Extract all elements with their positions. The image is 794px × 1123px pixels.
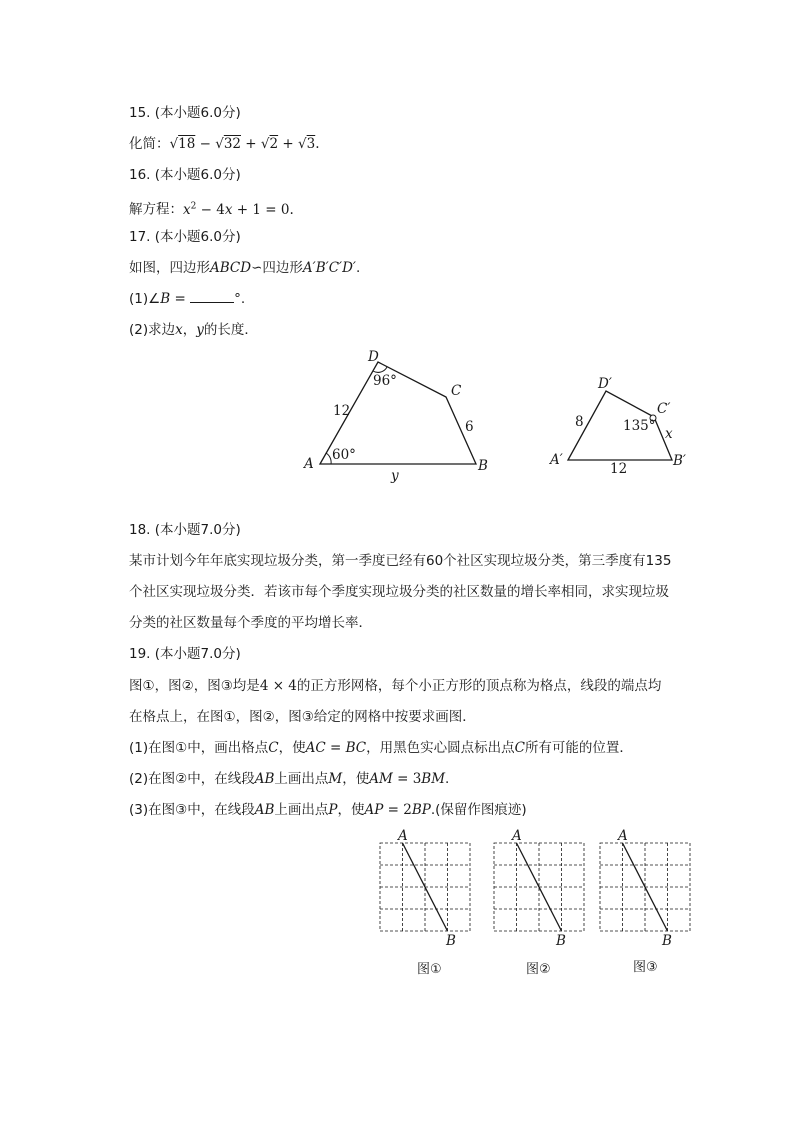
q17-part2: (2)求边x，y的长度． xyxy=(129,322,258,338)
grid-caption-2: 图② xyxy=(526,962,551,977)
q15-expression: √18 − √32 + √2 + √3. xyxy=(169,136,320,152)
q16-prefix: 解方程： xyxy=(129,201,183,218)
q19-part2: (2)在图②中，在线段AB上画出点M，使AM = 3BM. xyxy=(129,771,450,787)
side-ad-label: 12 xyxy=(333,403,351,419)
angle-a-label: 60° xyxy=(332,447,356,463)
angle-d-label: 96° xyxy=(373,373,397,389)
quadrilateral-a-prime xyxy=(548,376,686,477)
grid-point-b: B xyxy=(662,933,672,949)
grid-2 xyxy=(494,828,584,949)
grid-caption-3: 图③ xyxy=(633,960,658,975)
vertex-b-prime: B′ xyxy=(673,453,686,469)
q17-figure xyxy=(0,0,794,500)
q19-header: 19. (本小题7.0分) xyxy=(129,646,241,662)
q16-header: 16. (本小题6.0分) xyxy=(129,167,241,183)
vertex-d-prime: D′ xyxy=(598,376,612,392)
q19-intro-line2: 在格点上，在图①，图②，图③给定的网格中按要求画图． xyxy=(129,709,476,725)
side-ab-prime-label: 12 xyxy=(610,461,628,477)
q18-text-line: 某市计划今年年底实现垃圾分类，第一季度已经有60个社区实现垃圾分类，第三季度有135 xyxy=(129,553,672,569)
grid-1 xyxy=(380,828,470,949)
vertex-a-prime: A′ xyxy=(550,452,563,468)
quadrilateral-abcd xyxy=(302,349,488,484)
grid-caption-1: 图① xyxy=(417,962,442,977)
vertex-c-prime: C′ xyxy=(657,401,671,417)
grid-point-b: B xyxy=(556,933,566,949)
q18-text-line: 个社区实现垃圾分类．若该市每个季度实现垃圾分类的社区数量的增长率相同，求实现垃圾 xyxy=(129,584,669,600)
vertex-d: D xyxy=(368,349,379,365)
grid-point-a: A xyxy=(512,828,522,844)
q17-intro: 如图，四边形ABCD∽四边形A′B′C′D′. xyxy=(129,260,361,276)
q19-part3: (3)在图③中，在线段AB上画出点P，使AP = 2BP.(保留作图痕迹) xyxy=(129,802,527,818)
grid-point-a: A xyxy=(618,828,628,844)
vertex-a: A xyxy=(304,456,314,472)
grid-point-a: A xyxy=(398,828,408,844)
side-bc-prime-label: x xyxy=(665,426,673,442)
q18-header: 18. (本小题7.0分) xyxy=(129,522,241,538)
q19-part1: (1)在图①中，画出格点C，使AC = BC，用黑色实心圆点标出点C所有可能的位置． xyxy=(129,740,633,756)
side-bc-label: 6 xyxy=(465,419,474,435)
q15-header: 15. (本小题6.0分) xyxy=(129,105,241,121)
side-ab-label: y xyxy=(391,468,399,484)
q15-prefix: 化简： xyxy=(129,136,170,152)
q19-intro-line1: 图①，图②，图③均是4 × 4的正方形网格，每个小正方形的顶点称为格点，线段的端点均 xyxy=(129,678,662,694)
q18-text-line: 分类的社区数量每个季度的平均增长率． xyxy=(129,615,372,631)
side-ad-prime-label: 8 xyxy=(575,414,584,430)
q17-part1: (1)∠B = °. xyxy=(129,291,246,307)
grid-point-b: B xyxy=(446,933,456,949)
vertex-c: C xyxy=(451,383,462,399)
vertex-b: B xyxy=(478,458,488,474)
grid-3 xyxy=(600,828,690,949)
q17-header: 17. (本小题6.0分) xyxy=(129,229,241,245)
q16-equation: $x^2 - 4x + 1 = 0$. xyxy=(183,201,294,218)
angle-c-prime-label: 135° xyxy=(623,418,656,434)
q19-grids xyxy=(370,825,700,950)
